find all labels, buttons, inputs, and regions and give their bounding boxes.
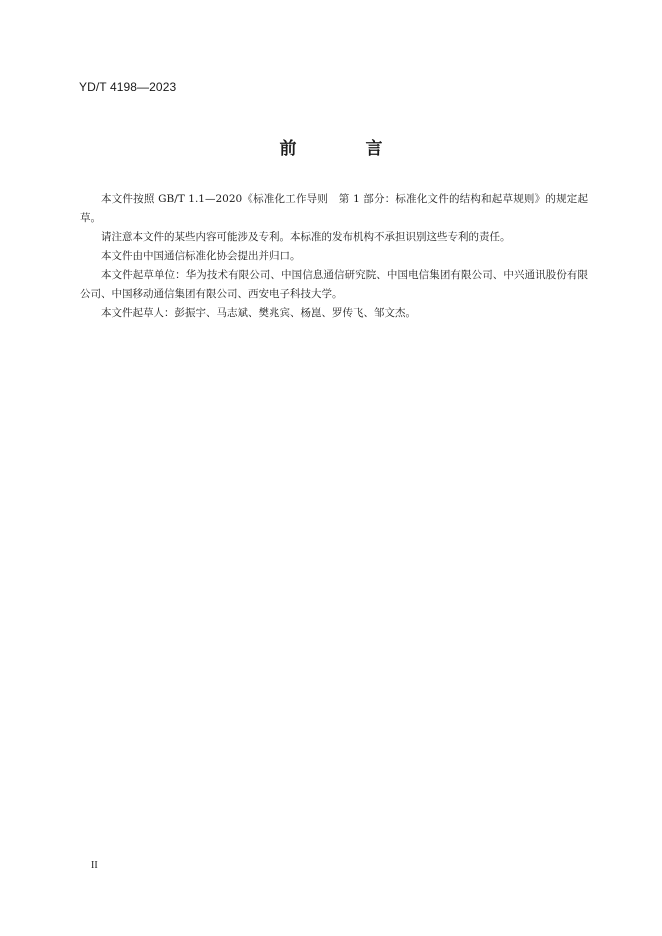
section-title: 前 言 <box>279 139 409 159</box>
standard-code: YD/T 4198—2023 <box>79 80 177 94</box>
paragraph-proposer: 本文件由中国通信标准化协会提出并归口。 <box>101 250 301 262</box>
page-number: II <box>91 860 98 871</box>
paragraph-drafting-rules: 本文件按照 GB/T 1.1—2020《标准化工作导则 第 1 部分：标准化文件的结构和起草规则》的规定起草。 <box>80 193 588 224</box>
foreword-body <box>80 190 588 323</box>
paragraph-drafting-units: 本文件起草单位：华为技术有限公司、中国信息通信研究院、中国电信集团有限公司、中兴通讯股份有限公司、中国移动通信集团有限公司、西安电子科技大学。 <box>80 269 588 300</box>
paragraph-patent-notice: 请注意本文件的某些内容可能涉及专利。本标准的发布机构不承担识别这些专利的责任。 <box>101 231 511 243</box>
paragraph-drafters: 本文件起草人：彭振宇、马志斌、樊兆宾、杨崑、罗传飞、邹文杰。 <box>101 307 416 319</box>
